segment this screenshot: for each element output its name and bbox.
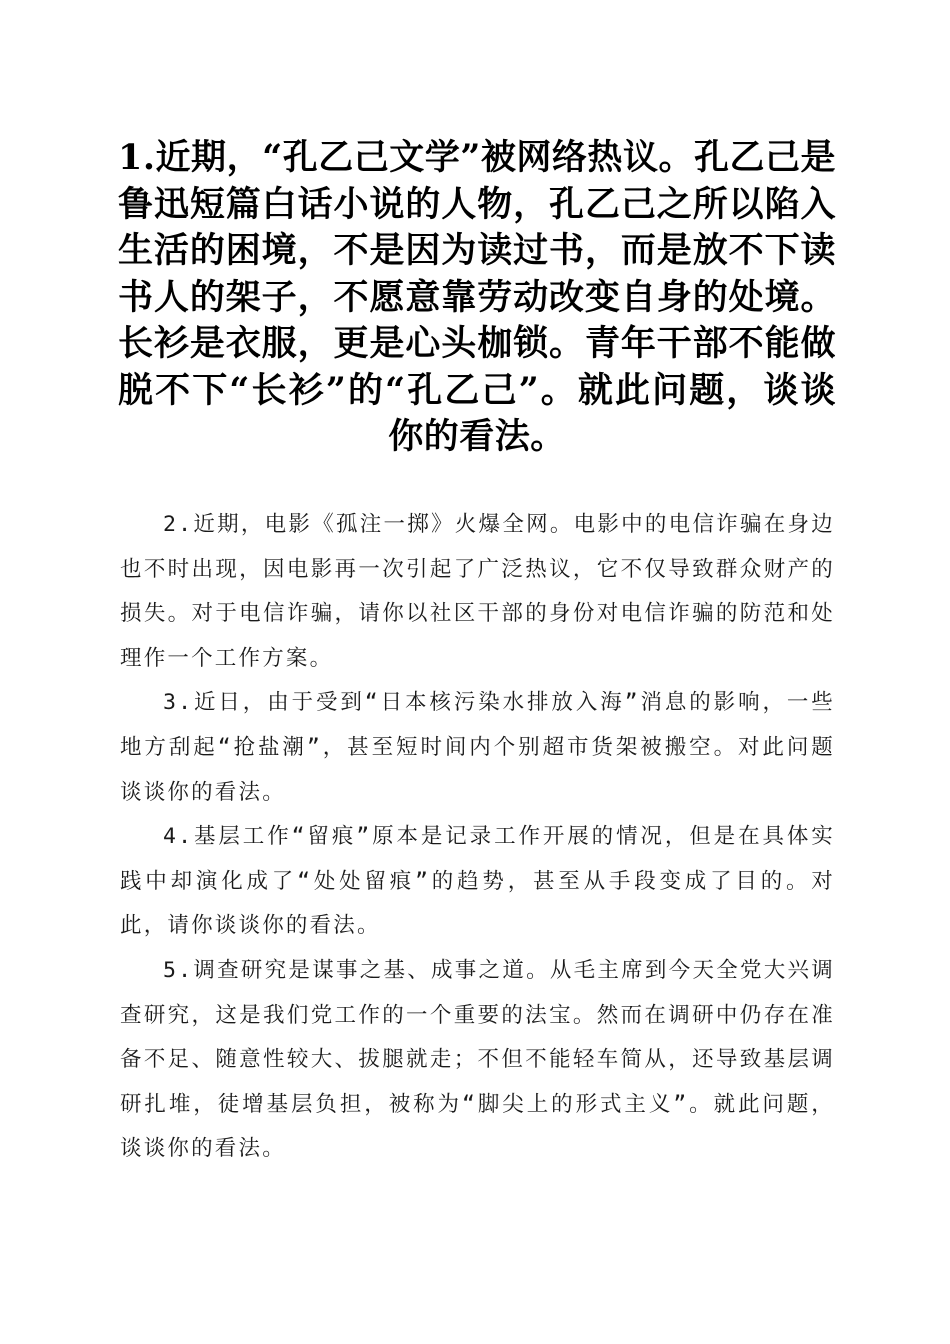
question-3-paragraph: 3.近日，由于受到“日本核污染水排放入海”消息的影响，一些地方刮起“抢盐潮”，甚至短时间内个别超市货架被搬空。对此问题谈谈你的看法。 [120,690,835,805]
question-2-paragraph: 2.近期，电影《孤注一掷》火爆全网。电影中的电信诈骗在身边也不时出现，因电影再一次引起了广泛热议，它不仅导致群众财产的损失。对于电信诈骗，请你以社区干部的身份对电信诈骗的防范和处理作一个工作方案。 [120,512,835,671]
question-1-heading: 1.近期，“孔乙己文学”被网络热议。孔乙己是鲁迅短篇白话小说的人物，孔乙己之所以陷入生活的困境，不是因为读过书，而是放不下读书人的架子，不愿意靠劳动改变自身的处境。长衫是衣服，更是心头枷锁。青年干部不能做脱不下“长衫”的“孔乙己”。就此问题，谈谈你的看法。 [118,137,836,457]
question-list [120,503,835,1172]
question-5-paragraph: 5.调查研究是谋事之基、成事之道。从毛主席到今天全党大兴调查研究，这是我们党工作的一个重要的法宝。然而在调研中仍存在准备不足、随意性较大、拔腿就走；不但不能轻车简从，还导致基层调研扎堆，徒增基层负担，被称为“脚尖上的形式主义”。就此问题，谈谈你的看法。 [120,957,835,1162]
question-4-paragraph: 4.基层工作“留痕”原本是记录工作开展的情况，但是在具体实践中却演化成了“处处留痕”的趋势，甚至从手段变成了目的。对此，请你谈谈你的看法。 [120,824,835,939]
